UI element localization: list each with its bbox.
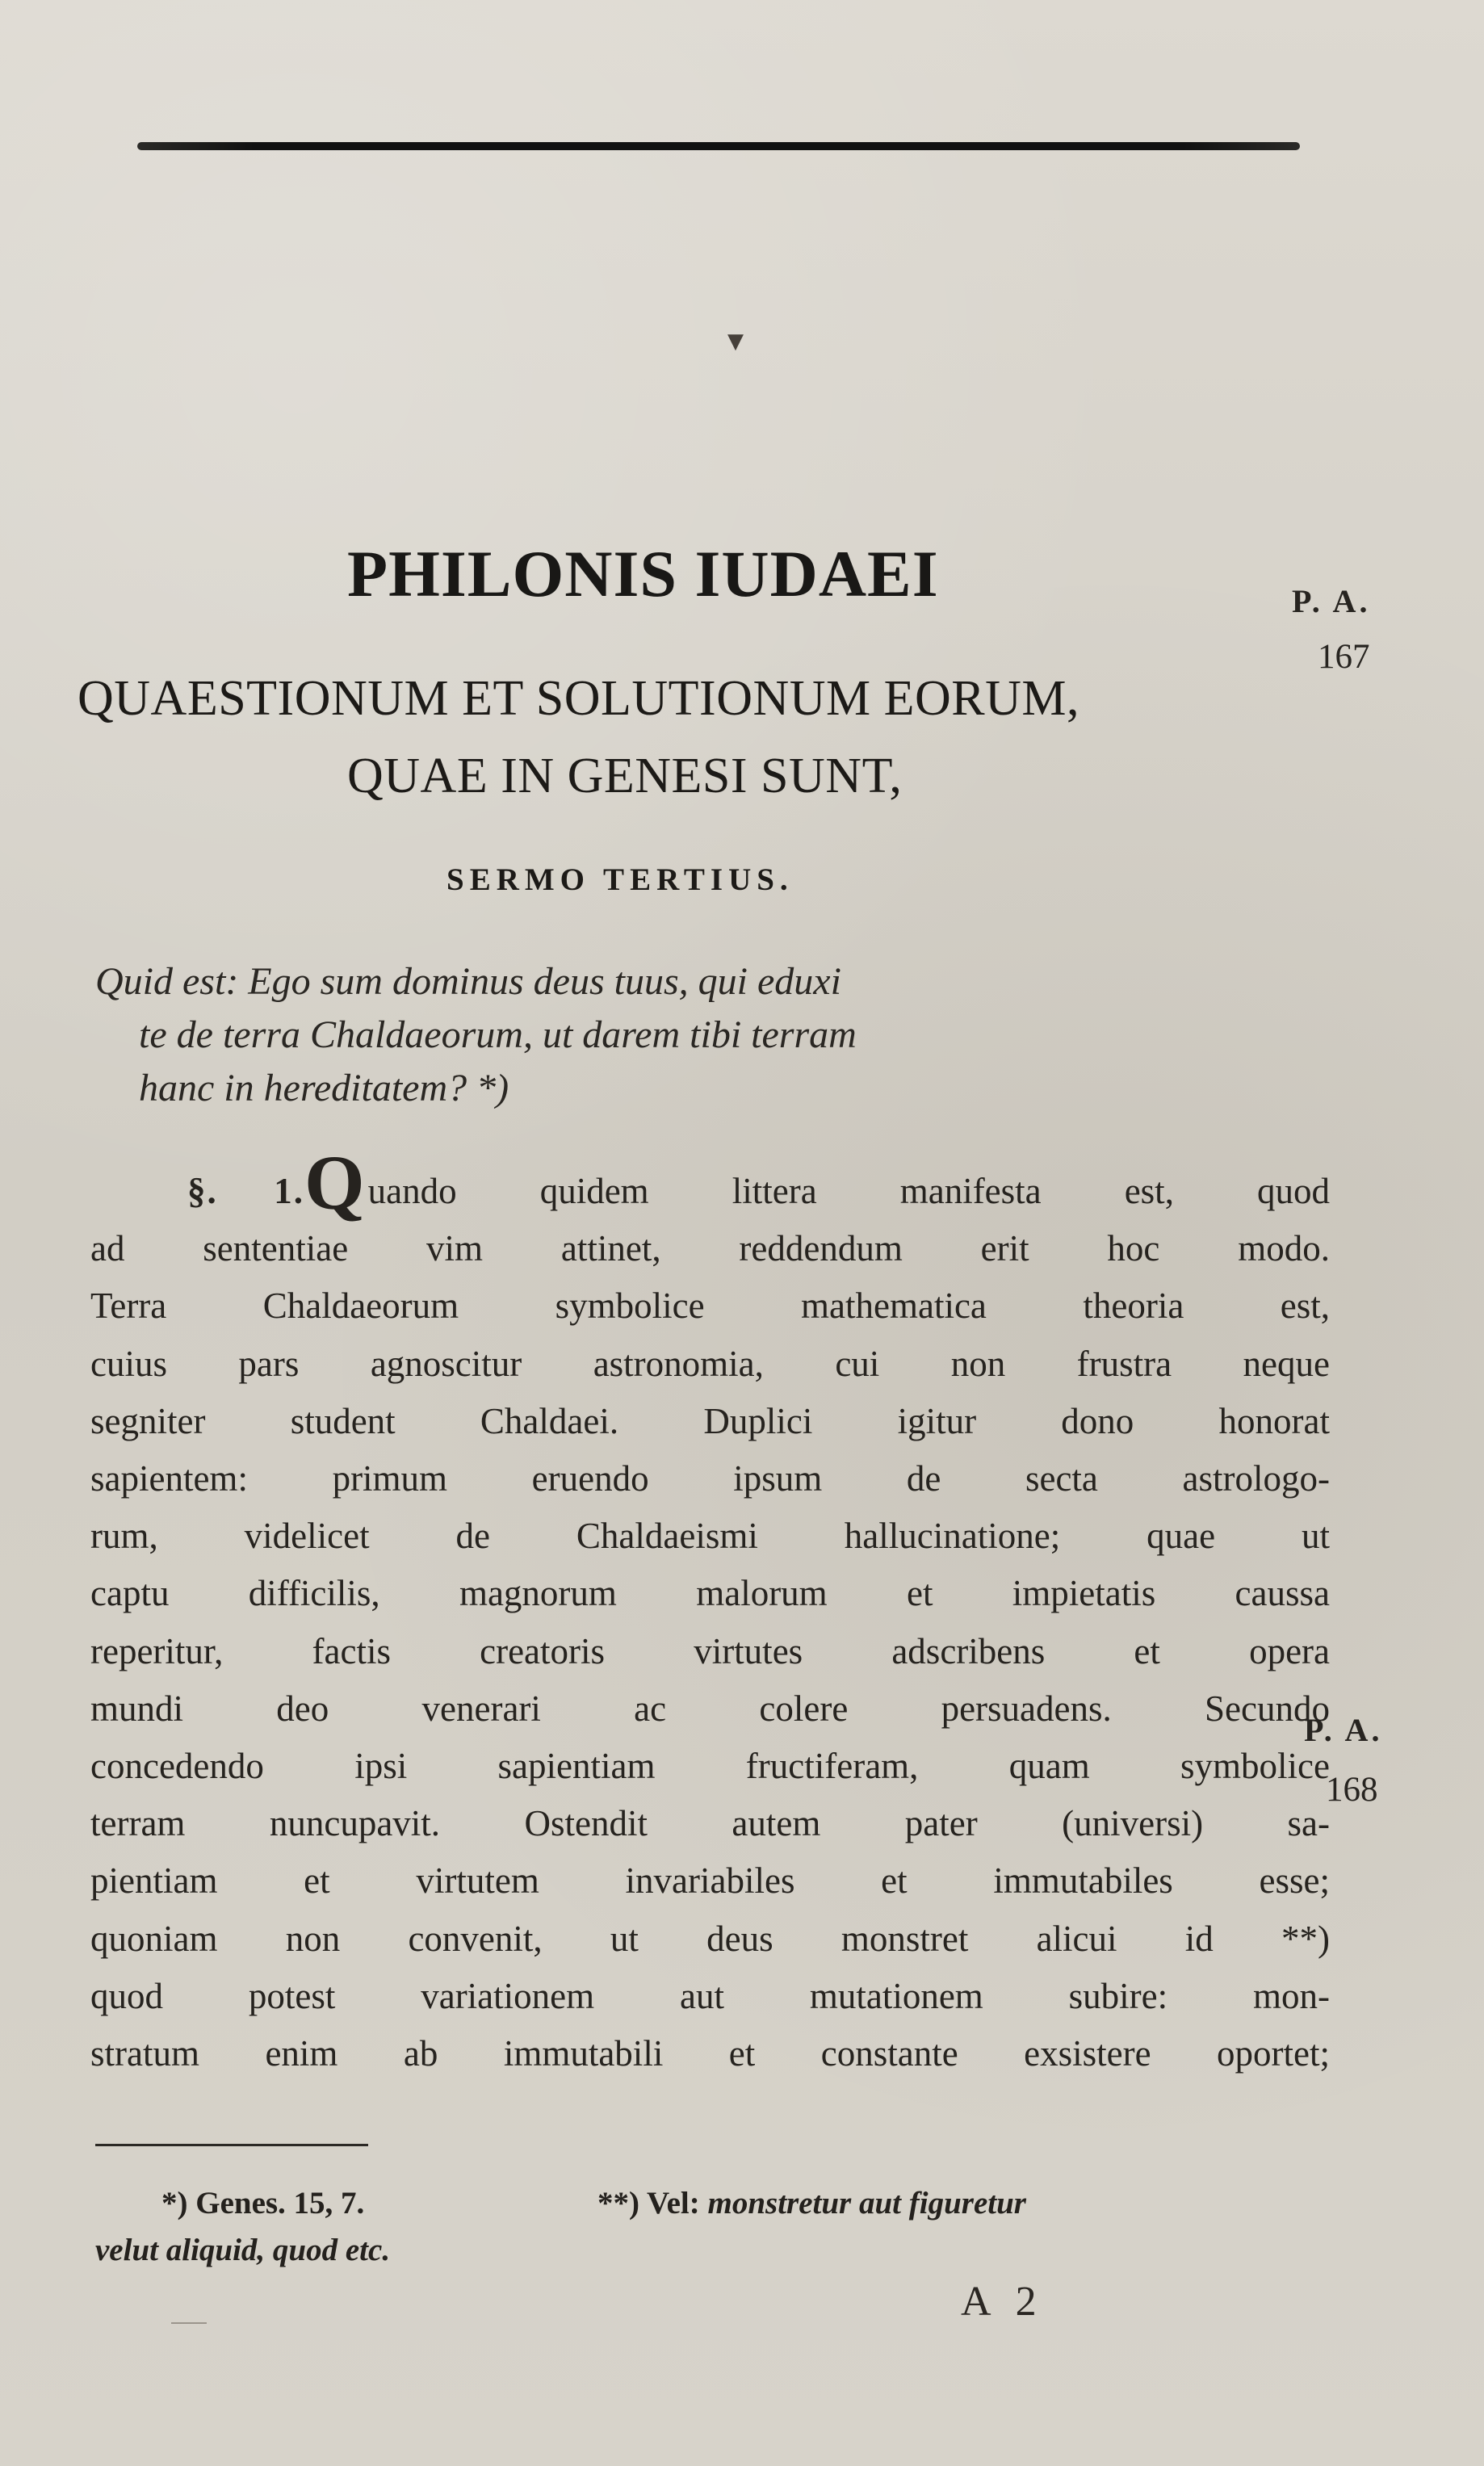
question-block bbox=[95, 955, 1323, 1115]
footnote-rule bbox=[95, 2144, 368, 2146]
section-mark: §. 1. bbox=[187, 1171, 304, 1211]
footnote-second-text: monstretur aut figuretur bbox=[707, 2186, 1026, 2221]
body-line: terram nuncupavit. Ostendit autem pater (universi) sa- bbox=[90, 1803, 1330, 1844]
margin-number-top: 167 bbox=[1318, 638, 1370, 676]
ornament-mark: ▼ bbox=[727, 329, 744, 354]
drop-cap: Q bbox=[304, 1139, 365, 1226]
footnote-line-1 bbox=[95, 2180, 1331, 2227]
body-line: rum, videlicet de Chaldaeismi hallucinatione; quae ut bbox=[90, 1516, 1330, 1557]
body-line: captu difficilis, magnorum malorum et impietatis caussa bbox=[90, 1573, 1330, 1614]
question-line: hanc in hereditatem? *) bbox=[139, 1067, 509, 1109]
question-line: Quid est: Ego sum dominus deus tuus, qui eduxi bbox=[95, 960, 841, 1003]
page-title: PHILONIS IUDAEI bbox=[347, 537, 939, 610]
top-rule bbox=[137, 142, 1300, 150]
footnotes bbox=[95, 2180, 1331, 2274]
lower-margin-dash bbox=[171, 2322, 207, 2324]
margin-pa-top: P. A. bbox=[1292, 583, 1371, 619]
body-line: sapientem: primum eruendo ipsum de secta astrologo- bbox=[90, 1458, 1330, 1499]
body-line: segniter student Chaldaei. Duplici igitur dono honorat bbox=[90, 1400, 1330, 1441]
body-line: cuius pars agnoscitur astronomia, cui non frustra neque bbox=[90, 1343, 1330, 1384]
question-line: te de terra Chaldaeorum, ut darem tibi terram bbox=[139, 1013, 857, 1056]
subtitle-line-1: QUAESTIONUM ET SOLUTIONUM EORUM, bbox=[78, 671, 1080, 726]
page-signature: A 2 bbox=[961, 2279, 1045, 2325]
margin-pa-lower: P. A. bbox=[1304, 1712, 1383, 1748]
body-line: reperitur, factis creatoris virtutes adscribens et opera bbox=[90, 1630, 1330, 1671]
body-line: stratum enim ab immutabili et constante exsistere oportet; bbox=[90, 2033, 1330, 2074]
footnote-continuation: velut aliquid, quod etc. bbox=[95, 2233, 391, 2267]
margin-number-lower: 168 bbox=[1326, 1771, 1378, 1809]
body-line: mundi deo venerari ac colere persuadens. Secundo bbox=[90, 1688, 1330, 1729]
footnote-first: *) Genes. 15, 7. bbox=[161, 2186, 365, 2221]
body-line: pientiam et virtutem invariabiles et immutabiles esse; bbox=[90, 1860, 1330, 1902]
body-line: quod potest variationem aut mutationem subire: mon- bbox=[90, 1975, 1330, 2016]
main-text-block bbox=[90, 1139, 1330, 2082]
body-first-line bbox=[90, 1139, 1330, 1226]
body-line: ad sententiae vim attinet, reddendum erit hoc modo. bbox=[90, 1228, 1330, 1269]
section-title: SERMO TERTIUS. bbox=[446, 862, 794, 897]
body-line: Terra Chaldaeorum symbolice mathematica theoria est, bbox=[90, 1285, 1330, 1327]
subtitle-line-2: QUAE IN GENESI SUNT, bbox=[347, 749, 903, 803]
body-line: quoniam non convenit, ut deus monstret alicui id **) bbox=[90, 1918, 1330, 1959]
first-line-text: uando quidem littera manifesta est, quod bbox=[367, 1171, 1330, 1211]
footnote-second-prefix: **) Vel: bbox=[597, 2186, 700, 2221]
body-line: concedendo ipsi sapientiam fructiferam, quam symbolice bbox=[90, 1746, 1330, 1787]
